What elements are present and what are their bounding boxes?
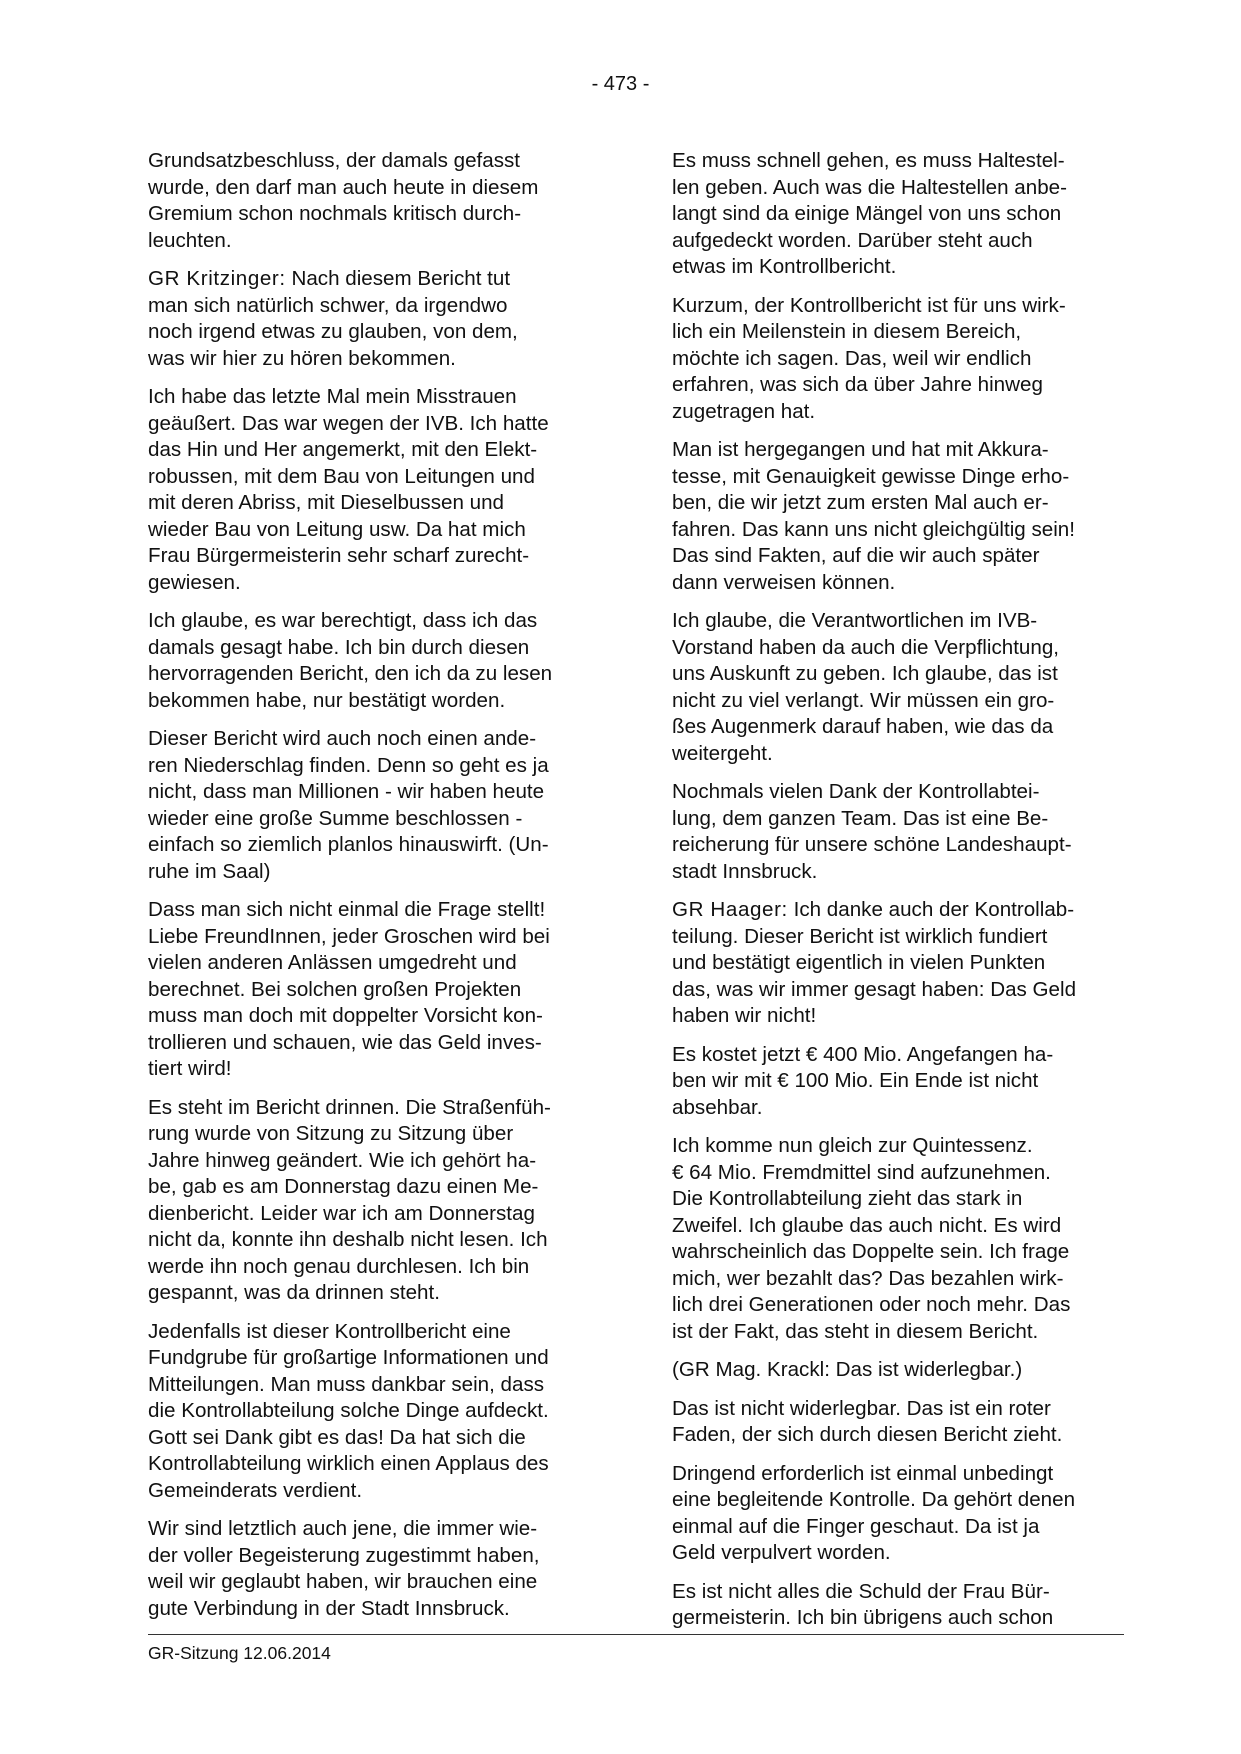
text-line: Wir sind letztlich auch jene, die immer wie-	[148, 1517, 538, 1540]
text-line: ist der Fakt, das steht in diesem Bericht.	[672, 1319, 1039, 1343]
text-line: Es ist nicht alles die Schuld der Frau Bür-	[672, 1579, 1050, 1603]
left-column	[148, 148, 603, 1634]
paragraph	[672, 608, 1127, 767]
text-line: wieder Bau von Leitung usw. Da hat mich	[148, 517, 526, 541]
text-line: lich ein Meilenstein in diesem Bereich,	[672, 320, 1022, 343]
text-line: und bestätigt eigentlich in vielen Punkten	[672, 951, 1046, 974]
paragraph	[672, 437, 1127, 596]
paragraph	[672, 148, 1127, 281]
paragraph	[148, 1516, 603, 1622]
text-line: Ich glaube, es war berechtigt, dass ich das	[148, 609, 538, 632]
text-line: Geld verpulvert worden.	[672, 1541, 891, 1564]
text-line: Gremium schon nochmals kritisch durch-	[148, 202, 522, 225]
paragraph	[148, 384, 603, 596]
text-line: robussen, mit dem Bau von Leitungen und	[148, 464, 535, 488]
text-line: weitergeht.	[672, 741, 773, 765]
paragraph	[148, 726, 603, 885]
text-line: leuchten.	[148, 228, 232, 252]
text-line: ßes Augenmerk darauf haben, wie das da	[672, 715, 1054, 738]
paragraph	[672, 1579, 1127, 1632]
text-line: weil wir geglaubt haben, wir brauchen eine	[148, 1570, 538, 1593]
text-line: Mitteilungen. Man muss dankbar sein, dass	[148, 1372, 545, 1396]
paragraph	[148, 608, 603, 714]
text-line: teilung. Dieser Bericht ist wirklich fundiert	[672, 924, 1048, 948]
text-line: erfahren, was sich da über Jahre hinweg	[672, 373, 1043, 396]
paragraph	[148, 266, 603, 372]
text-line: aufgedeckt worden. Darüber steht auch	[672, 228, 1033, 252]
text-line: Jedenfalls ist dieser Kontrollbericht eine	[148, 1319, 511, 1343]
paragraph	[148, 1319, 603, 1505]
text-line: vielen anderen Anlässen umgedreht und	[148, 951, 517, 974]
text-line: gute Verbindung in der Stadt Innsbruck.	[148, 1596, 510, 1620]
text-line: wurde, den darf man auch heute in diesem	[148, 175, 539, 199]
text-line: be, gab es am Donnerstag dazu einen Me-	[148, 1175, 539, 1198]
text-line: Nochmals vielen Dank der Kontrollabtei-	[672, 780, 1040, 803]
paragraph	[672, 897, 1127, 1030]
text-line: Fundgrube für großartige Informationen und	[148, 1346, 549, 1369]
text-line: uns Auskunft zu geben. Ich glaube, das ist	[672, 662, 1058, 685]
paragraph	[672, 293, 1127, 426]
text-line: nicht, dass man Millionen - wir haben heute	[148, 780, 545, 803]
text-line: trollieren und schauen, wie das Geld inves-	[148, 1030, 542, 1054]
text-line: Man ist hergegangen und hat mit Akkura-	[672, 438, 1049, 461]
text-line: Grundsatzbeschluss, der damals gefasst	[148, 149, 521, 172]
paragraph	[672, 1396, 1127, 1449]
text-line: Kontrollabteilung wirklich einen Applaus des	[148, 1452, 549, 1475]
text-line: möchte ich sagen. Das, weil wir endlich	[672, 346, 1032, 370]
text-line: tesse, mit Genauigkeit gewisse Dinge erho-	[672, 464, 1070, 488]
text-line: ben, die wir jetzt zum ersten Mal auch er-	[672, 491, 1049, 514]
text-line: len geben. Auch was die Haltestellen anbe-	[672, 175, 1067, 199]
text-line: Dieser Bericht wird auch noch einen ande-	[148, 727, 537, 750]
paragraph	[148, 148, 603, 254]
text-line: Die Kontrollabteilung zieht das stark in	[672, 1187, 1023, 1210]
text-line: gewiesen.	[148, 570, 241, 594]
text-line: Ich glaube, die Verantwortlichen im IVB-	[672, 609, 1038, 632]
speaker-name: GR Haager:	[672, 898, 788, 921]
text-line: Gemeinderats verdient.	[148, 1478, 363, 1502]
text-line: tiert wird!	[148, 1057, 232, 1080]
speaker-name: GR Kritzinger:	[148, 267, 286, 290]
text-line: ruhe im Saal)	[148, 859, 271, 883]
text-line: mich, wer bezahlt das? Das bezahlen wirk-	[672, 1266, 1064, 1290]
text-line: das, was wir immer gesagt haben: Das Geld	[672, 977, 1077, 1001]
text-line: Faden, der sich durch diesen Bericht zieht.	[672, 1423, 1063, 1446]
text-line: ren Niederschlag finden. Denn so geht es ja	[148, 753, 549, 777]
paragraph	[672, 1461, 1127, 1567]
text-line: germeisterin. Ich bin übrigens auch schon	[672, 1606, 1054, 1629]
text-line: haben wir nicht!	[672, 1004, 817, 1027]
text-line: Das sind Fakten, auf die wir auch später	[672, 544, 1040, 567]
text-line: reicherung für unsere schöne Landeshaupt-	[672, 833, 1072, 856]
text-line: dann verweisen können.	[672, 570, 896, 594]
text-line: einfach so ziemlich planlos hinauswirft. (Un-	[148, 833, 549, 856]
text-line: Frau Bürgermeisterin sehr scharf zurecht-	[148, 544, 530, 567]
text-line: bekommen habe, nur bestätigt worden.	[148, 688, 506, 712]
text-line: gespannt, was da drinnen steht.	[148, 1281, 440, 1304]
text-line: damals gesagt habe. Ich bin durch diesen	[148, 635, 530, 659]
text-line: Es kostet jetzt € 400 Mio. Angefangen ha-	[672, 1042, 1054, 1066]
text-line: absehbar.	[672, 1095, 763, 1119]
text-line-rest: Ich danke auch der Kontrollab-	[787, 898, 1075, 921]
footer-session-date: GR-Sitzung 12.06.2014	[148, 1643, 331, 1663]
text-line: lung, dem ganzen Team. Das ist eine Be-	[672, 806, 1049, 830]
text-line: Vorstand haben da auch die Verpflichtung,	[672, 635, 1059, 659]
text-line: € 64 Mio. Fremdmittel sind aufzunehmen.	[672, 1160, 1051, 1184]
text-line: geäußert. Das war wegen der IVB. Ich hatte	[148, 411, 549, 435]
paragraph	[148, 897, 603, 1083]
text-line: hervorragenden Bericht, den ich da zu lesen	[148, 662, 553, 685]
text-line: Liebe FreundInnen, jeder Groschen wird bei	[148, 924, 550, 948]
text-line: berechnet. Bei solchen großen Projekten	[148, 977, 522, 1001]
text-line: Gott sei Dank gibt es das! Da hat sich die	[148, 1425, 526, 1449]
text-line: nicht zu viel verlangt. Wir müssen ein gro-	[672, 688, 1055, 712]
text-line: etwas im Kontrollbericht.	[672, 255, 897, 278]
paragraph	[672, 1133, 1127, 1345]
footer-divider	[148, 1634, 1124, 1635]
text-line: dienbericht. Leider war ich am Donnerstag	[148, 1201, 535, 1225]
text-line: lich drei Generationen oder noch mehr. Das	[672, 1293, 1071, 1316]
text-line: Ich komme nun gleich zur Quintessenz.	[672, 1134, 1033, 1157]
text-line: langt sind da einige Mängel von uns schon	[672, 202, 1062, 225]
text-line: Dringend erforderlich ist einmal unbedingt	[672, 1461, 1054, 1485]
text-line: zugetragen hat.	[672, 399, 816, 423]
text-line	[672, 897, 1127, 924]
text-line: werde ihn noch genau durchlesen. Ich bin	[148, 1254, 530, 1278]
text-line: (GR Mag. Krackl: Das ist widerlegbar.)	[672, 1358, 1023, 1381]
text-line-rest: Nach diesem Bericht tut	[285, 267, 511, 290]
paragraph	[148, 1095, 603, 1307]
text-line: Es muss schnell gehen, es muss Haltestel-	[672, 149, 1065, 172]
text-line: Das ist nicht widerlegbar. Das ist ein roter	[672, 1396, 1051, 1420]
text-line: fahren. Das kann uns nicht gleichgültig sein!	[672, 517, 1075, 541]
text-line: stadt Innsbruck.	[672, 859, 818, 883]
text-line: was wir hier zu hören bekommen.	[148, 346, 456, 370]
text-line: Jahre hinweg geändert. Wie ich gehört ha-	[148, 1148, 537, 1172]
text-line	[148, 266, 603, 293]
paragraph	[672, 1042, 1127, 1122]
text-line: eine begleitende Kontrolle. Da gehört denen	[672, 1488, 1076, 1511]
paragraph	[672, 779, 1127, 885]
text-line: Es steht im Bericht drinnen. Die Straßenfüh-	[148, 1095, 551, 1119]
paragraph	[672, 1357, 1127, 1384]
text-line: ben wir mit € 100 Mio. Ein Ende ist nicht	[672, 1069, 1039, 1092]
text-line: wieder eine große Summe beschlossen -	[148, 806, 523, 830]
text-line: wahrscheinlich das Doppelte sein. Ich frage	[672, 1240, 1070, 1263]
text-line: Dass man sich nicht einmal die Frage stellt!	[148, 898, 546, 921]
text-line: Ich habe das letzte Mal mein Misstrauen	[148, 385, 517, 408]
text-line: noch irgend etwas zu glauben, von dem,	[148, 320, 518, 343]
text-line: die Kontrollabteilung solche Dinge aufdeckt.	[148, 1399, 549, 1422]
text-line: einmal auf die Finger geschaut. Da ist ja	[672, 1514, 1040, 1538]
text-line: man sich natürlich schwer, da irgendwo	[148, 293, 508, 317]
text-line: mit deren Abriss, mit Dieselbussen und	[148, 491, 504, 514]
text-line: das Hin und Her angemerkt, mit den Elekt-	[148, 438, 538, 461]
text-line: nicht da, konnte ihn deshalb nicht lesen. Ich	[148, 1228, 548, 1251]
text-line: Zweifel. Ich glaube das auch nicht. Es wird	[672, 1213, 1062, 1237]
right-column	[672, 148, 1127, 1644]
page-number: - 473 -	[591, 73, 650, 95]
text-line: muss man doch mit doppelter Vorsicht kon-	[148, 1004, 543, 1027]
text-line: rung wurde von Sitzung zu Sitzung über	[148, 1122, 514, 1145]
text-line: Kurzum, der Kontrollbericht ist für uns wirk-	[672, 293, 1066, 317]
text-line: der voller Begeisterung zugestimmt haben,	[148, 1543, 540, 1567]
